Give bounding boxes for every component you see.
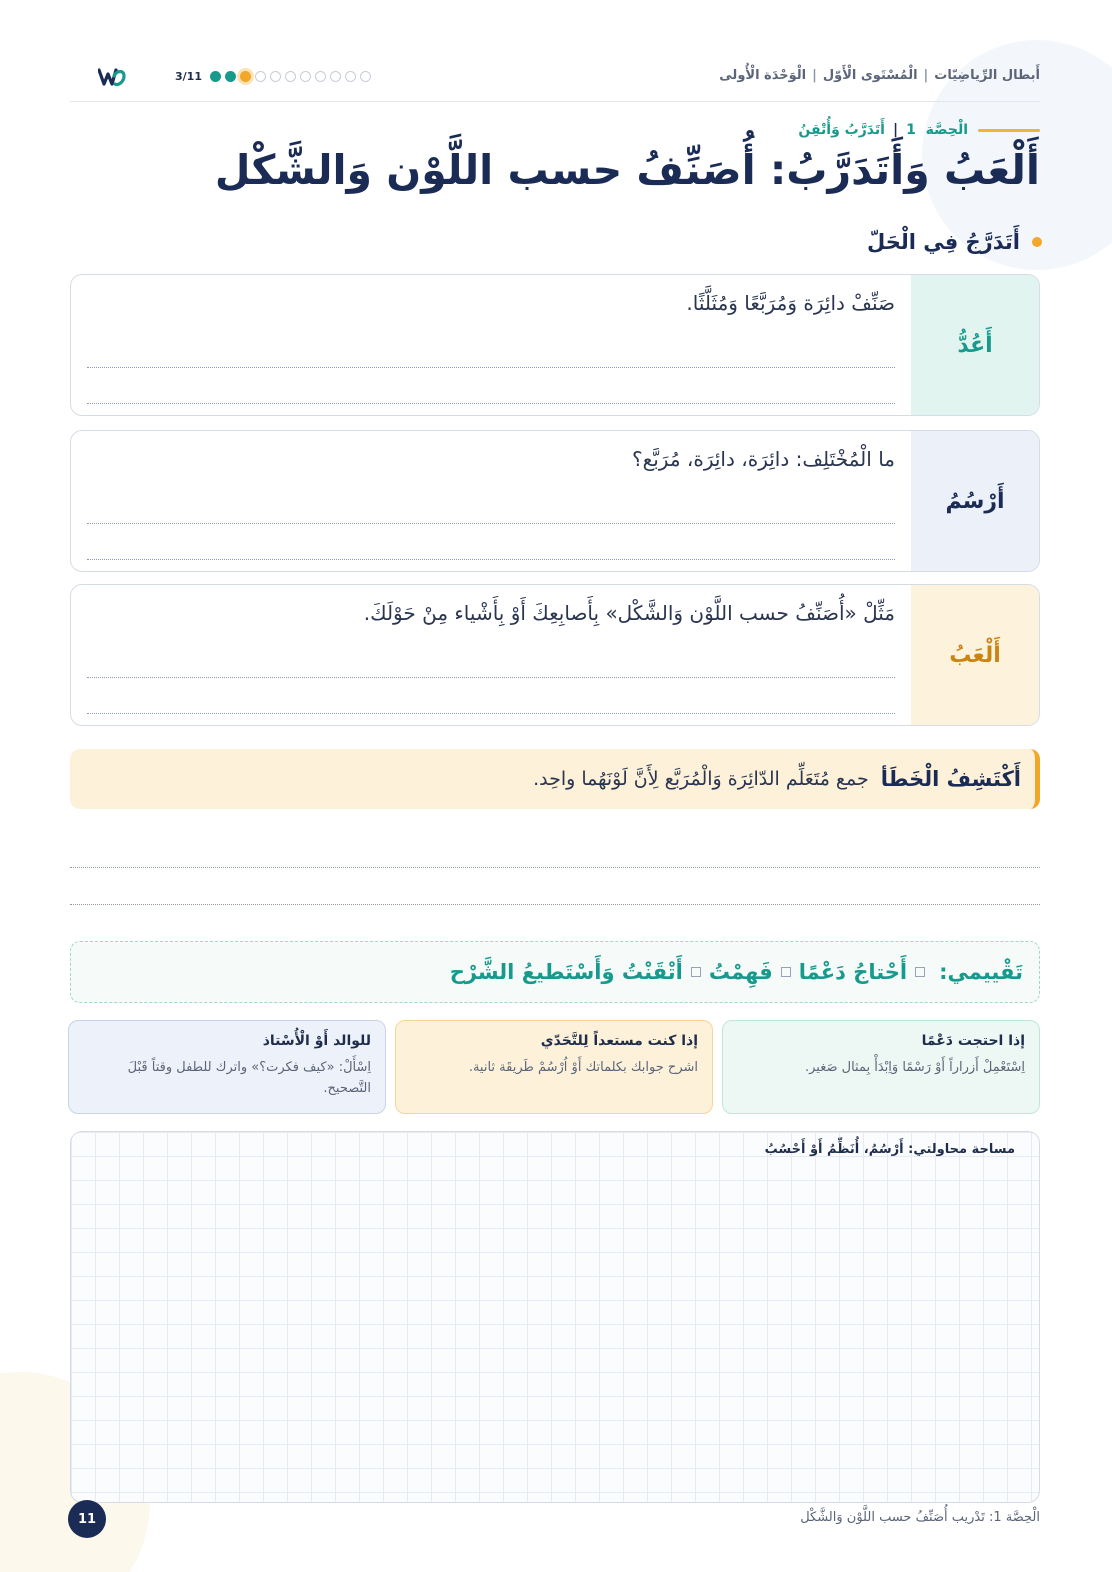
exercise-label: أَعُدُّ <box>911 275 1039 415</box>
lesson-meta: الْحِصَّة 1 | أَتَدَرَّبُ وَأُتْقِنُ <box>798 122 1040 138</box>
checkbox-icon[interactable] <box>781 967 791 977</box>
assessment-option[interactable] <box>450 960 709 984</box>
support-box-parent-teacher <box>68 1020 386 1114</box>
breadcrumb-item: الْمُسْتَوى الْأَوّل <box>822 68 918 83</box>
progress-dot <box>255 71 266 82</box>
progress-dot <box>345 71 356 82</box>
exercise-card-count <box>70 274 1040 416</box>
assessment-option-label: أَحْتاجُ دَعْمًا <box>798 960 908 984</box>
exercise-label: أَرْسُمُ <box>911 431 1039 571</box>
page-title: أَلْعَبُ وَأَتَدَرَّبُ: أُصَنِّفُ حسب اللَّوْن وَالشَّكْل <box>214 146 1040 194</box>
lesson-label: الْحِصَّة <box>925 122 968 138</box>
support-title: إذا كنت مستعداً لِلتَّحَدّي <box>540 1033 698 1049</box>
exercise-prompt: صَنِّفْ دائِرَة وَمُرَبَّعًا وَمُثَلَّثًا. <box>686 291 895 315</box>
support-title: للوالد أَوْ الْأُسْتاذ <box>262 1033 371 1049</box>
answer-line[interactable] <box>87 523 895 524</box>
progress-dots <box>210 71 375 82</box>
page-header <box>70 58 1040 102</box>
progress-dot <box>330 71 341 82</box>
bullet-dot-icon <box>1032 237 1042 247</box>
support-title: إذا احتجت دَعْمًا <box>921 1033 1025 1049</box>
answer-line[interactable] <box>87 559 895 560</box>
progress-dot <box>240 71 251 82</box>
lesson-number: 1 <box>906 122 916 138</box>
progress-indicator <box>175 70 375 83</box>
checkbox-icon[interactable] <box>691 967 701 977</box>
footer-text: الْحِصَّة 1: تَدْريب أُصَنِّفُ حسب اللَّوْن وَالشَّكْل <box>800 1510 1040 1525</box>
find-error-text: جمع مُتَعَلِّم الدّائِرَة وَالْمُرَبَّع لِأَنَّ لَوْنَهُما واحِد. <box>533 768 869 790</box>
progress-dot <box>285 71 296 82</box>
progress-dot <box>270 71 281 82</box>
checkbox-icon[interactable] <box>915 967 925 977</box>
assessment-option[interactable] <box>709 960 799 984</box>
progress-dot <box>360 71 371 82</box>
wave-logo-icon <box>98 66 126 88</box>
support-text: اِسْتَعْمِلْ أَزراراً أَوْ رَسْمًا وَاِبْدَأْ بِمثال صَغير. <box>804 1060 1025 1075</box>
self-assessment <box>70 941 1040 1003</box>
exercise-card-draw <box>70 430 1040 572</box>
support-text: اشرح جوابك بكلماتك أَوْ اُرْسُمْ طَريقَة ثانية. <box>468 1060 698 1075</box>
progress-dot <box>315 71 326 82</box>
support-box-challenge <box>395 1020 713 1114</box>
progress-dot <box>210 71 221 82</box>
support-box-needs-help <box>722 1020 1040 1114</box>
answer-line[interactable] <box>87 403 895 404</box>
breadcrumb: أَبطال الرِّياضِيّات|الْمُسْتَوى الْأَوّل|الْوَحْدَة الْأُولى <box>719 68 1040 83</box>
breadcrumb-item: أَبطال الرِّياضِيّات <box>934 68 1040 83</box>
find-error-label: أَكْتَشِفُ الْخَطَأ <box>880 767 1021 791</box>
answer-line[interactable] <box>70 867 1040 868</box>
progress-dot <box>300 71 311 82</box>
breadcrumb-item: الْوَحْدَة الْأُولى <box>719 68 807 83</box>
accent-line <box>978 129 1040 132</box>
lesson-type: أَتَدَرَّبُ وَأُتْقِنُ <box>798 122 885 138</box>
answer-line[interactable] <box>87 367 895 368</box>
exercise-label: أَلْعَبُ <box>911 585 1039 725</box>
progress-dot <box>225 71 236 82</box>
assessment-option-label: فَهِمْتُ <box>708 960 773 984</box>
support-text: اِسْأَلْ: «كيف فكرت؟» واترك للطفل وقتاً قَبْلَ التَّصحيح. <box>127 1060 371 1096</box>
answer-line[interactable] <box>70 904 1040 905</box>
assessment-option[interactable] <box>799 960 933 984</box>
find-error-box <box>70 749 1040 809</box>
answer-line[interactable] <box>87 713 895 714</box>
section-heading <box>867 230 1042 254</box>
exercise-prompt: ما الْمُخْتَلِف: دائِرَة، دائِرَة، مُرَبَّع؟ <box>631 447 895 471</box>
page-number: 11 <box>68 1500 106 1538</box>
section-heading-text: أَتَدَرَّجُ فِي الْحَلّ <box>866 230 1020 254</box>
assessment-label: تَقْييمي: <box>939 960 1023 984</box>
progress-count: 3/11 <box>175 70 202 83</box>
exercise-prompt: مَثِّلْ «أُصَنِّفُ حسب اللَّوْن وَالشَّكْل» بِأَصابِعِكَ أَوْ بِأَشْياء مِنْ حَوْلَكَ. <box>363 601 895 625</box>
exercise-card-play <box>70 584 1040 726</box>
answer-line[interactable] <box>87 677 895 678</box>
assessment-option-label: أَتْقَنْتُ وَأَسْتَطيعُ الشَّرْح <box>449 960 683 984</box>
workspace-grid[interactable] <box>70 1131 1040 1503</box>
workspace-label: مساحة محاولتي: أَرْسُمُ، أُنَظِّمُ أَوْ أَحْسُبُ <box>764 1142 1015 1157</box>
